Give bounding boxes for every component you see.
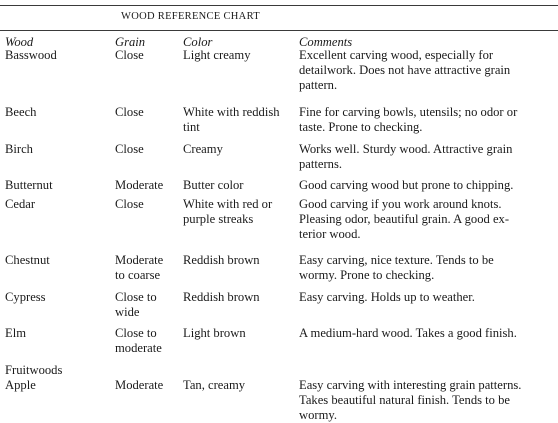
- header-comments: Comments: [299, 35, 353, 49]
- table-row: [0, 142, 558, 172]
- table-row: [0, 378, 558, 423]
- color-cell: Butter color: [183, 178, 244, 192]
- header-rule: [0, 30, 558, 31]
- table-row: [0, 48, 558, 93]
- comments-cell: Fine for carving bowls, utensils; no odor or taste. Prone to checking.: [299, 105, 518, 134]
- color-cell: Creamy: [183, 142, 223, 156]
- wood-cell: Fruitwoods: [5, 363, 63, 377]
- grain-cell: [110, 363, 178, 378]
- table-row: [0, 178, 558, 193]
- comments-cell: A medium-hard wood. Takes a good finish.: [299, 326, 517, 340]
- comments-cell: [299, 363, 558, 378]
- color-cell: Light brown: [183, 326, 246, 340]
- wood-cell: Birch: [5, 142, 33, 156]
- grain-cell: Close to moderate: [115, 326, 162, 355]
- comments-cell: Good carving if you work around knots. Pleasing odor, beautiful grain. A good ex- terior wood.: [299, 197, 510, 241]
- wood-cell: Beech: [5, 105, 37, 119]
- wood-cell: Elm: [5, 326, 26, 340]
- grain-cell: Close: [115, 48, 144, 62]
- wood-cell: Butternut: [5, 178, 53, 192]
- color-cell: Light creamy: [183, 48, 251, 62]
- comments-cell: Works well. Sturdy wood. Attractive grain patterns.: [299, 142, 513, 171]
- grain-cell: Close to wide: [115, 290, 157, 319]
- color-cell: Reddish brown: [183, 290, 260, 304]
- wood-cell: Cypress: [5, 290, 46, 304]
- wood-cell: Chestnut: [5, 253, 50, 267]
- grain-cell: Close: [115, 105, 144, 119]
- chart-title: WOOD REFERENCE CHART: [121, 11, 260, 22]
- grain-cell: Close: [115, 142, 144, 156]
- table-row: [0, 197, 558, 242]
- wood-cell: Apple: [5, 378, 36, 392]
- table-row: [0, 326, 558, 356]
- color-cell: [178, 363, 299, 378]
- color-cell: Reddish brown: [183, 253, 260, 267]
- wood-cell: Basswood: [5, 48, 57, 62]
- table-row: [0, 290, 558, 320]
- wood-cell: Cedar: [5, 197, 36, 211]
- color-cell: White with red or purple streaks: [183, 197, 273, 226]
- grain-cell: Moderate to coarse: [115, 253, 164, 282]
- header-grain: Grain: [115, 35, 146, 49]
- color-cell: Tan, creamy: [183, 378, 246, 392]
- table-row: [0, 105, 558, 135]
- top-rule: [0, 5, 558, 6]
- table-row: [0, 363, 558, 378]
- header-color: Color: [183, 35, 213, 49]
- comments-cell: Excellent carving wood, especially for detailwork. Does not have attractive grain pattern.: [299, 48, 511, 92]
- grain-cell: Moderate: [115, 378, 164, 392]
- comments-cell: Easy carving with interesting grain patterns. Takes beautiful natural finish. Tends to be wormy.: [299, 378, 522, 422]
- comments-cell: Easy carving, nice texture. Tends to be wormy. Prone to checking.: [299, 253, 494, 282]
- grain-cell: Close: [115, 197, 144, 211]
- color-cell: White with reddish tint: [183, 105, 280, 134]
- comments-cell: Good carving wood but prone to chipping.: [299, 178, 514, 192]
- wood-table: [0, 35, 558, 423]
- comments-cell: Easy carving. Holds up to weather.: [299, 290, 475, 304]
- grain-cell: Moderate: [115, 178, 164, 192]
- header-wood: Wood: [5, 35, 34, 49]
- table-row: [0, 253, 558, 283]
